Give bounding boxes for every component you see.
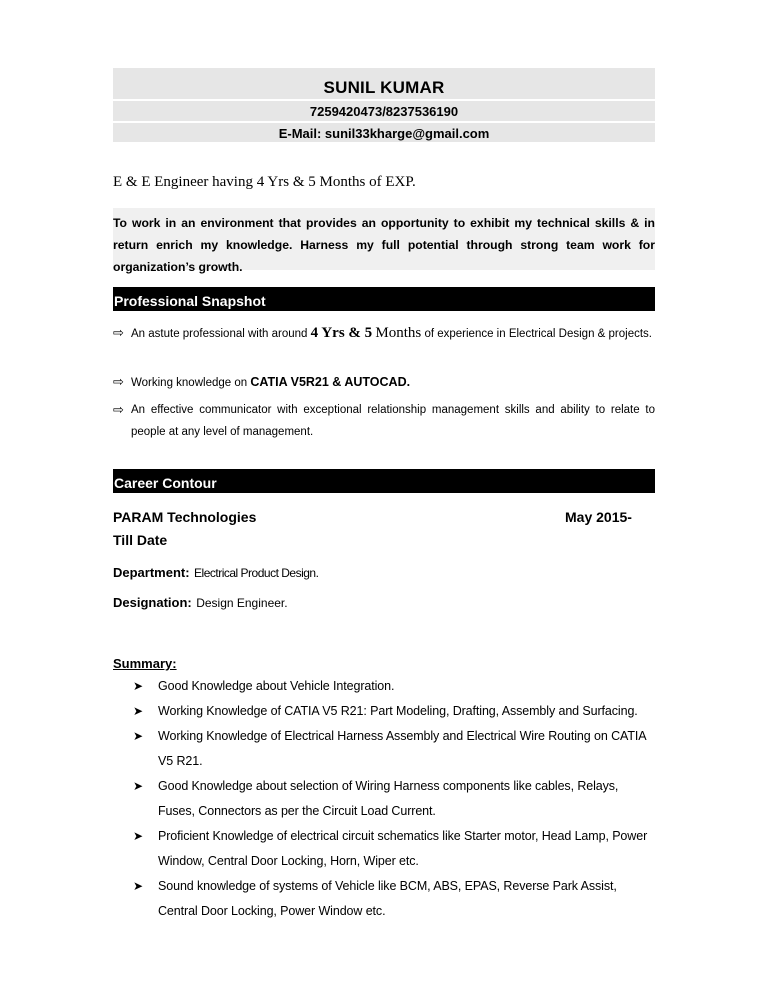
section-heading-career-contour: Career Contour [113,469,655,493]
hollow-right-arrow-icon: ⇨ [113,374,124,389]
designation-label: Designation: [113,595,192,610]
header-divider [113,99,655,101]
experience-years: 4 Yrs & 5 [310,325,373,341]
designation-row [113,594,288,612]
experience-months: Months [375,325,422,341]
email-address: E-Mail: sunil33kharge@gmail.com [278,126,490,141]
department-row [113,564,318,582]
designation-value: Design Engineer. [196,596,288,610]
intro-line: E & E Engineer having 4 Yrs & 5 Months of EXP. [113,174,416,190]
department-value: Electrical Product Design. [194,566,319,580]
section-heading-professional-snapshot: Professional Snapshot [113,287,655,311]
summary-text: Good Knowledge about selection of Wiring Harness components like cables, Relays, Fuses, Connectors as per the Circuit Load Current. [158,779,619,818]
snapshot-text: An astute professional with around [131,328,308,340]
arrowhead-bullet-icon: ➤ [133,779,144,793]
hollow-right-arrow-icon: ⇨ [113,325,124,340]
summary-text: Good Knowledge about Vehicle Integration. [158,679,395,693]
snapshot-text: of experience in Electrical Design & projects. [424,328,652,340]
arrowhead-bullet-icon: ➤ [133,879,144,893]
software-skills: CATIA V5R21 & AUTOCAD. [250,375,411,389]
snapshot-text: An effective communicator with exceptional relationship management skills and ability to relate to people at any level of management. [131,404,655,438]
summary-text: Proficient Knowledge of electrical circuit schematics like Starter motor, Head Lamp, Power Window, Central Door Locking, Horn, Wiper etc. [158,829,648,868]
summary-text: Working Knowledge of Electrical Harness Assembly and Electrical Wire Routing on CATIA V5 R21. [158,729,646,768]
arrowhead-bullet-icon: ➤ [133,679,144,693]
employment-period-end: Till Date [113,532,168,548]
summary-text: Working Knowledge of CATIA V5 R21: Part Modeling, Drafting, Assembly and Surfacing. [158,704,638,718]
candidate-name: SUNIL KUMAR [323,78,445,97]
header-divider [113,121,655,123]
department-label: Department: [113,565,190,580]
arrowhead-bullet-icon: ➤ [133,704,144,718]
hollow-right-arrow-icon: ⇨ [113,402,124,417]
company-name: PARAM Technologies [113,509,257,525]
phone-numbers: 7259420473/8237536190 [309,104,459,119]
arrowhead-bullet-icon: ➤ [133,829,144,843]
summary-text: Sound knowledge of systems of Vehicle like BCM, ABS, EPAS, Reverse Park Assist, Central Door Locking, Power Window etc. [158,879,617,918]
employment-period: May 2015- [565,509,632,525]
arrowhead-bullet-icon: ➤ [133,729,144,743]
snapshot-text: Working knowledge on [131,377,248,389]
summary-heading: Summary: [113,656,177,671]
career-objective: To work in an environment that provides an opportunity to exhibit my technical skills & in return enrich my knowledge. Harness my full potential through strong team work for organization’s growth. [113,216,655,274]
